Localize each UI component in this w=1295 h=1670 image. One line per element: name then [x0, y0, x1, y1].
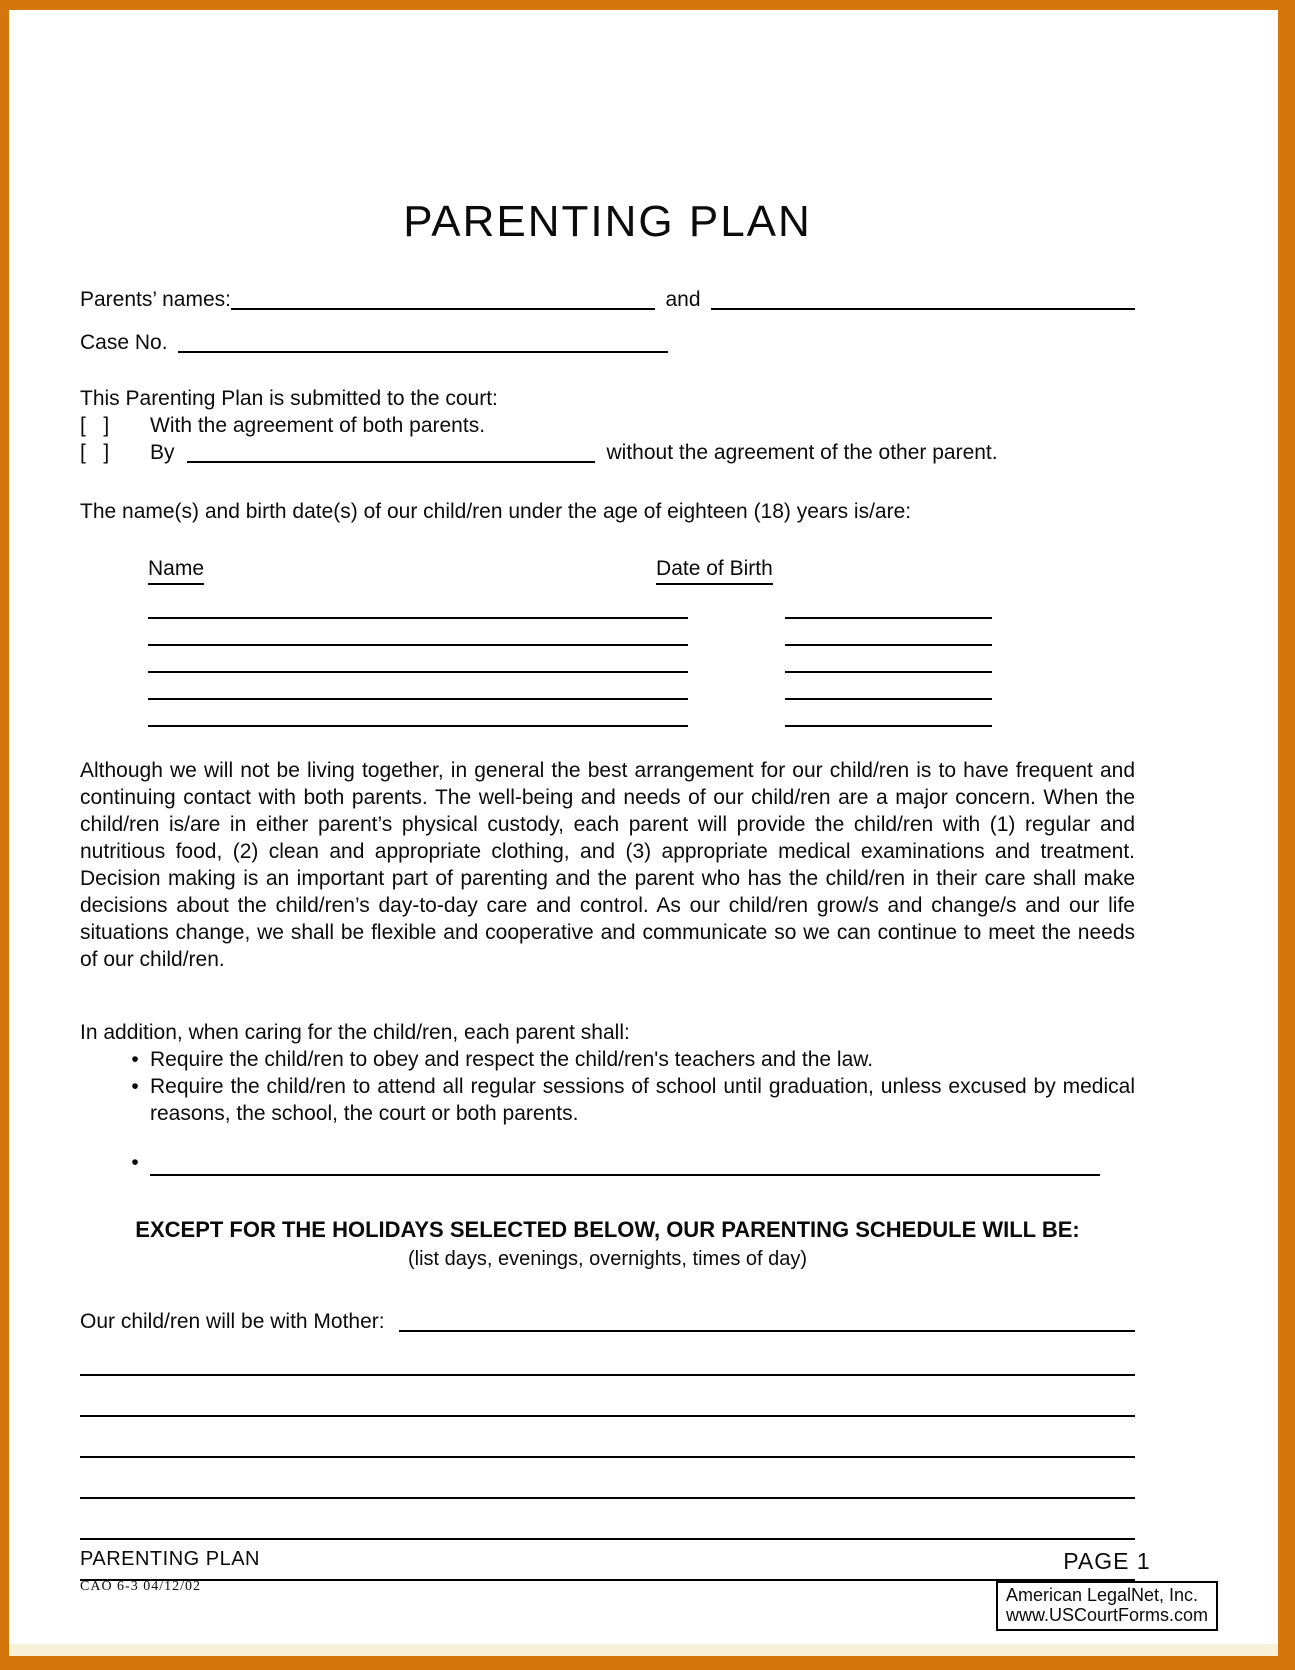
legalnet-stamp: [996, 1581, 1218, 1631]
paper-sheet: [9, 10, 1278, 1656]
footer-right: [996, 1548, 1218, 1631]
dob-column-header: Date of Birth: [656, 555, 773, 585]
submission-option-agreement-label: With the agreement of both parents.: [150, 414, 486, 437]
child-row: [80, 673, 1135, 700]
child-dob-line: [785, 644, 992, 646]
submission-option-by: [80, 439, 1135, 466]
child-name-line: [148, 644, 688, 646]
child-row: [80, 646, 1135, 673]
schedule-blank-line: [80, 1458, 1135, 1499]
mother-schedule-row: [80, 1308, 1135, 1335]
bullet-school-text: Require the child/ren to attend all regular sessions of school until graduation, unless excused by medical reasons, the school, the court or both parents.: [150, 1075, 1135, 1125]
checkbox-icon: [ ]: [80, 414, 110, 437]
bullet-icon: •: [131, 1151, 139, 1174]
parents-names-row: [80, 286, 1135, 313]
document-content: [9, 10, 1278, 1581]
child-row: [80, 592, 1135, 619]
schedule-blank-line: [80, 1499, 1135, 1540]
bullet-item-obey: [80, 1046, 1135, 1073]
bullet-icon: •: [131, 1075, 139, 1098]
parent1-name-line: [231, 308, 656, 310]
child-row: [80, 619, 1135, 646]
schedule-blank-line: [80, 1417, 1135, 1458]
case-number-row: [80, 329, 1135, 356]
submission-by-tail: without the agreement of the other parent.: [606, 441, 998, 464]
submission-by-label: By: [150, 441, 175, 464]
name-column-header: Name: [148, 555, 204, 585]
bullet-item-blank: [80, 1149, 1135, 1176]
in-addition-intro: In addition, when caring for the child/ren, each parent shall:: [80, 1021, 630, 1044]
mother-schedule-line: [399, 1330, 1135, 1332]
child-name-line: [148, 671, 688, 673]
child-name-line: [148, 725, 688, 727]
checkbox-icon: [ ]: [80, 441, 110, 464]
child-dob-line: [785, 698, 992, 700]
legalnet-company: American LegalNet, Inc.: [1005, 1585, 1199, 1605]
child-dob-line: [785, 725, 992, 727]
in-addition-section: [80, 1019, 1135, 1176]
footer-doc-title: PARENTING PLAN: [80, 1548, 260, 1570]
schedule-heading: EXCEPT FOR THE HOLIDAYS SELECTED BELOW, OUR PARENTING SCHEDULE WILL BE:: [135, 1217, 1080, 1242]
schedule-blank-lines: [80, 1335, 1135, 1581]
and-label: and: [665, 288, 701, 311]
bullet-blank-line: [150, 1174, 1100, 1176]
children-intro: The name(s) and birth date(s) of our child/ren under the age of eighteen (18) years is/are:: [80, 500, 912, 523]
schedule-blank-line: [80, 1376, 1135, 1417]
bullet-item-school: [80, 1073, 1135, 1127]
child-name-line: [148, 698, 688, 700]
parents-names-label: Parents’ names:: [80, 288, 231, 311]
child-dob-line: [785, 671, 992, 673]
child-row: [80, 700, 1135, 727]
submission-by-line: [187, 461, 595, 463]
children-table-headers: [80, 555, 1135, 585]
child-name-line: [148, 617, 688, 619]
page-footer: [80, 1548, 1218, 1631]
submission-intro: This Parenting Plan is submitted to the court:: [80, 387, 498, 410]
case-number-line: [178, 351, 668, 353]
case-number-label: Case No.: [80, 331, 168, 354]
schedule-subheading: (list days, evenings, overnights, times of day): [407, 1248, 808, 1270]
legalnet-url: www.USCourtForms.com: [1005, 1605, 1208, 1625]
page-title: PARENTING PLAN: [403, 197, 812, 246]
child-dob-line: [785, 617, 992, 619]
page-number-label: PAGE 1: [1063, 1548, 1151, 1574]
submission-option-agreement: [80, 412, 1135, 439]
footer-left: [80, 1548, 260, 1595]
main-paragraph: Although we will not be living together, in general the best arrangement for our child/ren is to have frequent and continuing contact with both parents. The well-being and needs of our child/ren are a major concern. When the child/ren is/are in either parent’s physical custody, each parent will provide the child/ren with (1) regular and nutritious food, (2) clean and appropriate clothing, and (3) appropriate medical examinations and treatment. Decision making is an important part of parenting and the parent who has the child/ren in their care shall make decisions about the child/ren’s day-to-day care and control. As our child/ren grow/s and change/s and our life situations change, we shall be flexible and cooperative and communicate so we can continue to meet the needs of our child/ren.: [80, 759, 1135, 971]
bullet-obey-text: Require the child/ren to obey and respect the child/ren's teachers and the law.: [150, 1048, 874, 1071]
mother-schedule-label: Our child/ren will be with Mother:: [80, 1310, 385, 1333]
children-table: [80, 592, 1135, 727]
parent2-name-line: [711, 308, 1136, 310]
schedule-blank-line: [80, 1335, 1135, 1376]
submission-section: [80, 385, 1135, 466]
header-spacer: [204, 555, 656, 585]
bullet-icon: •: [131, 1048, 139, 1071]
footer-form-number: CAO 6-3 04/12/02: [80, 1579, 201, 1594]
